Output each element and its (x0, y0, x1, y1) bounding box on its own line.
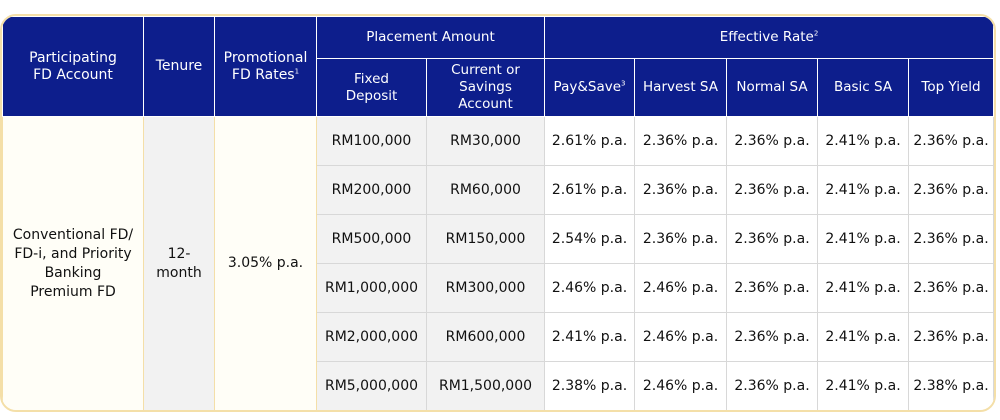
tenure-line-2: month (156, 264, 202, 281)
header-account-line-1: Participating (29, 49, 117, 66)
rate-normal-sa: 2.36% p.a. (727, 166, 818, 215)
rate-basic-sa: 2.41% p.a. (818, 362, 909, 411)
rate-paysave: 2.41% p.a. (545, 313, 635, 362)
rate-harvest-sa: 2.46% p.a. (635, 313, 727, 362)
casa-amount: RM60,000 (427, 166, 545, 215)
casa-amount: RM600,000 (427, 313, 545, 362)
account-line-2: FD-i, and Priority (14, 245, 132, 262)
rate-table-frame (0, 14, 996, 412)
header-casa-line-2: Savings Account (458, 79, 513, 112)
header-basic-sa: Basic SA (818, 59, 909, 117)
header-fd-line-1: Fixed (354, 70, 389, 87)
rate-basic-sa: 2.41% p.a. (818, 166, 909, 215)
tenure-line-1: 12- (167, 245, 191, 262)
fd-amount: RM200,000 (317, 166, 427, 215)
rate-top-yield: 2.36% p.a. (909, 215, 994, 264)
rate-normal-sa: 2.36% p.a. (727, 264, 818, 313)
fd-amount: RM1,000,000 (317, 264, 427, 313)
rate-top-yield: 2.36% p.a. (909, 166, 994, 215)
account-line-3: Banking (44, 264, 102, 281)
header-promo-line-2: FD Rates (231, 66, 295, 83)
casa-amount: RM1,500,000 (427, 362, 545, 411)
header-casa-line-1: Current or (451, 62, 520, 78)
rate-normal-sa: 2.36% p.a. (727, 313, 818, 362)
rate-paysave: 2.61% p.a. (545, 166, 635, 215)
header-top-yield: Top Yield (909, 59, 994, 117)
rate-harvest-sa: 2.46% p.a. (635, 362, 727, 411)
rate-harvest-sa: 2.36% p.a. (635, 117, 727, 166)
rate-harvest-sa: 2.36% p.a. (635, 166, 727, 215)
rate-normal-sa: 2.36% p.a. (727, 117, 818, 166)
header-effective-label: Effective Rate (719, 29, 814, 45)
header-account-line-2: FD Account (33, 66, 113, 83)
account-line-4: Premium FD (30, 283, 116, 300)
account-cell (3, 117, 144, 411)
rate-top-yield: 2.36% p.a. (909, 117, 994, 166)
rate-top-yield: 2.36% p.a. (909, 264, 994, 313)
header-promo-line-1: Promotional (223, 49, 308, 66)
rate-paysave: 2.61% p.a. (545, 117, 635, 166)
casa-amount: RM150,000 (427, 215, 545, 264)
header-promo-footnote: 1 (294, 66, 300, 75)
header-placement-amount: Placement Amount (317, 17, 545, 59)
casa-amount: RM30,000 (427, 117, 545, 166)
header-effective-rate (545, 17, 994, 59)
header-paysave (545, 59, 635, 117)
header-effective-footnote: 2 (813, 29, 819, 38)
rate-paysave: 2.46% p.a. (545, 264, 635, 313)
header-harvest-sa: Harvest SA (635, 59, 727, 117)
header-participating-account (3, 17, 144, 117)
header-promotional-rates (215, 17, 317, 117)
casa-amount: RM300,000 (427, 264, 545, 313)
table-row (3, 117, 994, 166)
header-current-savings (427, 59, 545, 117)
rate-top-yield: 2.38% p.a. (909, 362, 994, 411)
rate-paysave: 2.54% p.a. (545, 215, 635, 264)
rate-basic-sa: 2.41% p.a. (818, 215, 909, 264)
rate-harvest-sa: 2.46% p.a. (635, 264, 727, 313)
rate-normal-sa: 2.36% p.a. (727, 215, 818, 264)
promo-rate-cell: 3.05% p.a. (215, 117, 317, 411)
header-fixed-deposit (317, 59, 427, 117)
rate-top-yield: 2.36% p.a. (909, 313, 994, 362)
header-paysave-footnote: 3 (621, 79, 626, 88)
fd-amount: RM100,000 (317, 117, 427, 166)
rate-basic-sa: 2.41% p.a. (818, 264, 909, 313)
header-tenure: Tenure (144, 17, 215, 117)
header-fd-line-2: Deposit (345, 87, 398, 104)
fd-amount: RM500,000 (317, 215, 427, 264)
tenure-cell (144, 117, 215, 411)
rate-basic-sa: 2.41% p.a. (818, 313, 909, 362)
header-normal-sa: Normal SA (727, 59, 818, 117)
header-paysave-label: Pay&Save (553, 79, 622, 95)
rate-paysave: 2.38% p.a. (545, 362, 635, 411)
fd-rate-table (2, 16, 994, 411)
fd-amount: RM5,000,000 (317, 362, 427, 411)
rate-basic-sa: 2.41% p.a. (818, 117, 909, 166)
fd-amount: RM2,000,000 (317, 313, 427, 362)
rate-harvest-sa: 2.36% p.a. (635, 215, 727, 264)
account-line-1: Conventional FD/ (12, 226, 134, 243)
rate-normal-sa: 2.36% p.a. (727, 362, 818, 411)
